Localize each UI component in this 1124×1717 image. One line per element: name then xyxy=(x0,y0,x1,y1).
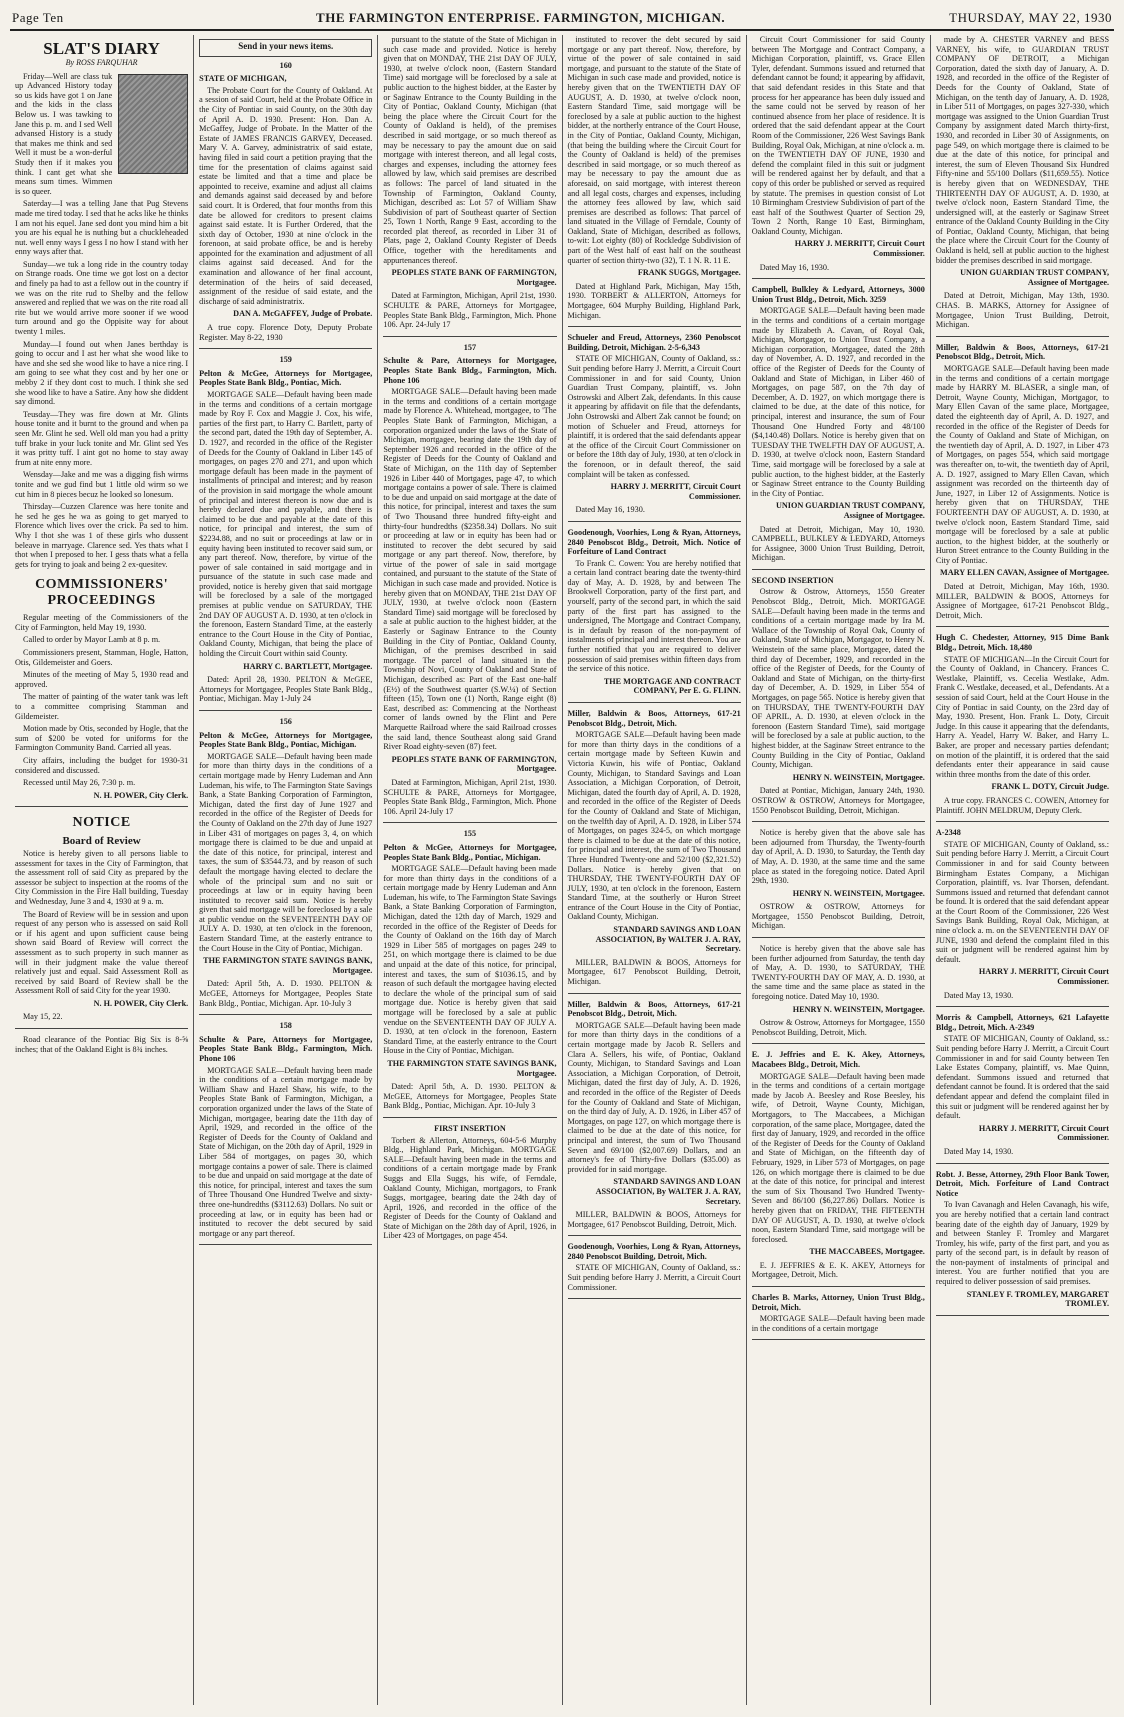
divider xyxy=(199,710,372,711)
legal-notice xyxy=(936,35,1109,337)
notice-footer: Dated at Pontiac, Michigan, January 24th, 1930. OSTROW & OSTROW, Attorneys for Mortgagee, 1550 Penobscot Building, Detroit, Michigan. xyxy=(751,786,925,815)
divider xyxy=(383,822,556,823)
legal-notice xyxy=(199,61,372,350)
notice-signature: HARRY J. MERRITT, Circuit Court Commissioner. xyxy=(794,239,925,259)
notice-footer: Dated: April 28, 1930. PELTON & McGEE, Attorneys for Mortgagee, Peoples State Bank Bldg., Pontiac, Michigan. May 1-July 24 xyxy=(199,675,373,704)
notice-heading: SECOND INSERTION xyxy=(751,575,834,585)
diary-paragraph: Saterday—I was a telling Jane that Pug Stevens made me tired today. I sed that he acks like he thinks I am not his equel. Jane sed dont you mind him a bit you are his equal he is nuthing but a chuckleheaded nut. well enny ways I gess I no how I stand with her enny ways after that. xyxy=(15,199,189,257)
notice-paragraph: The Board of Review will be in session and upon request of any person who is assessed on said Roll or if his agent and upon sufficient cause being shown said Board of Review will correct the assessment as to such property in such manner as will in their judgment make the value thereof relatively just and equal. Said Assessment Roll as received by said Board of Review shall be the Assessment Roll of said City for the year 1930. xyxy=(15,909,189,996)
divider xyxy=(752,1043,925,1044)
notice-text: STATE OF MICHIGAN, County of Oakland, ss.: Suit pending before Harry J. Merritt, a Circuit Court Commissioner in and for said County between Birmingham Estates Company, a Michigan Corporation, plaintiff, vs. Ivar Thorsen, defendant. Summons issued and returned that defendant cannot be found. It is ordered that the said defendant appear at the Court Room of the Commissioner, 226 West Savings Bank Building, Royal Oak, Michigan, at nine o'clock a. m. on the SEVENTEENTH DAY OF JUNE, 1930 and defend the complaint filed in this suit or judgment will be rendered against him by default. xyxy=(935,839,1110,964)
column-5 xyxy=(747,35,931,1705)
notice-signature: HENRY N. WEINSTEIN, Mortgagee. xyxy=(792,1004,925,1014)
notice-heading: A-2348 xyxy=(935,828,961,838)
notice-text: made by A. CHESTER VARNEY and BESS VARNEY, his wife, to GUARDIAN TRUST COMPANY OF DETROIT, a Michigan Corporation, dated the sixth day of January, A. D. 1928, and recorded in the office of the Register of Deeds for the County of Oakland, State of Michigan, on the tenth day of January, A. D. 1928, in Liber 511 of Mortgages, on pages 327-330, which mortgage was assigned to the Union Guardian Trust Company by assignment dated March thirty-first, 1930, and recorded in Liber 30 of Assignments, on page 549, on which mortgage there is claimed to be due at the date of this notice, for principal and interest, the sum of Eleven Thousand Six Hundred Fifty-nine and 55/100 Dollars ($11,659.55). Notice is hereby given that on WEDNESDAY, THE THIRTEENTH DAY OF AUGUST, A. D. 1930, at twelve o'clock noon, Eastern Standard Time, the undersigned will, at the easterly or Saginaw Street entrance of the Oakland County Building in the City of Pontiac, Oakland County, Michigan, that being the place where the Circuit Court for the County of Oakland is held, sell at public auction to the highest bidder the premises described in said mortgage. xyxy=(935,35,1110,265)
legal-notice xyxy=(199,355,372,711)
commissioners-body xyxy=(15,613,188,788)
notice-heading: Pelton & McGee, Attorneys for Mortgagee, Peoples State Bank Bldg., Pontiac, Mich. xyxy=(199,368,373,388)
notice-signature: FRANK L. DOTY, Circuit Judge. xyxy=(991,782,1110,792)
notice-date: May 15, 22. xyxy=(23,1012,63,1022)
notice-text: Notice is hereby given that the above sale has been adjourned from Thursday, the Twenty-fourth day of April, A. D. 1930, to Saturday, the Tenth day of May, A. D. 1930, at the same time and the same place as stated in the foregoing notice. Dated April 29th, 1930. xyxy=(751,828,925,886)
notice-heading: Miller, Baldwin & Boos, Attorneys, 617-21 Penobscot Bldg., Detroit, Mich. xyxy=(567,709,741,728)
legal-notice xyxy=(568,528,741,703)
notice-signature: UNION GUARDIAN TRUST COMPANY, Assignee of Mortgagee. xyxy=(960,268,1110,287)
divider xyxy=(15,1028,188,1029)
notice-text: The Probate Court for the County of Oakland. At a session of said Court, held at the Probate Office in the City of Pontiac in said County, on the 30th day of April A. D. 1930. Present: Hon. Dan A. McGaffey, Judge of Probate. In the Matter of the Estate of JAMES FRANCIS GARVEY, Deceased. Mary V. A. Garvey, administratrix of said estate, having filed in said court a petition praying that the time for the presentation of claims against said estate be limited and that a time and place be appointed to receive, examine and adjust all claims and demands against said deceased by and before said court. It is Ordered, that four months from this date be allowed for creditors to present claims against said estate. It is Further Ordered, that the sixth day of October, 1930 at nine o'clock in the forenoon, at said probate office, be and is hereby appointed for the examination and adjustment of all claims against said deceased. And for the examination and allowance of her final account, determination of the heirs of said deceased, assignment of the residue of said estate, and the discharge of said administratrix. xyxy=(199,85,373,306)
divider xyxy=(383,1117,556,1118)
column-1 xyxy=(10,35,194,1705)
divider xyxy=(936,626,1109,627)
divider xyxy=(199,1014,372,1015)
notice-heading: Miller, Baldwin & Boos, Attorneys, 617-21 Penobscot Bldg., Detroit, Mich. xyxy=(935,342,1110,362)
divider xyxy=(936,1163,1109,1164)
divider xyxy=(936,1315,1109,1316)
columns xyxy=(10,35,1114,1705)
notice-signature: HARRY J. MERRITT, Circuit Court Commissioner. xyxy=(978,967,1110,987)
notice-number: 157 xyxy=(463,342,477,352)
commissioners-paragraph: Recessed until May 26, 7:30 p. m. xyxy=(23,778,136,788)
divider xyxy=(752,1286,925,1287)
notice-heading: Pelton & McGee, Attorneys for Mortgagee, Peoples State Bank Bldg., Pontiac, Michigan. xyxy=(199,730,373,750)
divider xyxy=(936,1006,1109,1007)
notice-text: To Frank C. Cowen: You are hereby notified that a certain land contract bearing date the twenty-third day of May, A. D. 1928, by and between The Brookwell Corporation, party of the first part, and yourself, party of the second part, in which the said party of the first part has assigned to the undersigned, The Mortgage and Contract Company, is in default by reason of the non-payment of instalments of principal and interest thereon. You are further notified that you are required to deliver possession of said premises within fifteen days from the service of this notice. xyxy=(567,558,741,674)
notice-signature: HENRY N. WEINSTEIN, Mortgagee. xyxy=(792,772,925,782)
notice-text: MORTGAGE SALE—Default having been made in the terms and conditions of a certain mortgage made by Roy F. Cox and Maggie J. Cox, his wife, parties of the first part, to Harry C. Bartlett, party of the second part, dated the 19th day of September, A. D. 1927, and recorded in the office of the Register of Deeds for the County of Oakland in Liber 145 of mortgages, on pages 270 and 271, and upon which mortgage default has been made in the payment of installments of principal and interest; and by reason of the provision in said mortgage the whole amount of principal and interest thereon is now due and is hereby declared due and payable, and there is claimed to be due and payable at the date of this notice, for principal and interest, the sum of $2234.88, and no suit or proceedings at law or in equity having been instituted to recover said sum, or any part thereof. Now, therefore, by virtue of the power of sale contained in said mortgage and in pursuance of the statute in such case made and provided, notice is hereby given that said mortgage will be foreclosed by a sale of the mortgaged premises at public vendue on SATURDAY, THE 2nd DAY OF AUGUST A. D. 1930, at ten o'clock in the forenoon, Eastern Standard Time, at the easterly entrance to the Court House in the City of Pontiac, Oakland County, Michigan, that being the place of holding the Circuit Court within said County. xyxy=(199,390,373,659)
notice-heading: Robt. J. Besse, Attorney, 29th Floor Bank Tower, Detroit, Mich. Forfeiture of Land Contract Notice xyxy=(935,1169,1110,1198)
notice-footer: Dated at Detroit, Michigan, May 13th, 1930. CHAS. B. MARKS, Attorney for Assignee of Mortgagee, Union Trust Building, Detroit, Michigan. xyxy=(935,291,1110,330)
divider xyxy=(752,1339,925,1340)
notice-heading: Miller, Baldwin & Boos, Attorneys, 617-21 Penobscot Bldg., Detroit, Mich. xyxy=(567,999,741,1019)
newspaper-title: THE FARMINGTON ENTERPRISE. FARMINGTON, MICHIGAN. xyxy=(316,10,726,25)
commissioners-paragraph: Called to order by Mayor Lamb at 8 p. m. xyxy=(23,635,161,645)
notice-text: pursuant to the statute of the State of Michigan in such case made and provided. Notice is hereby given that on MONDAY, THE 21st DAY OF JULY, 1930, at twelve o'clock noon, (Eastern Standard Time) said mortgage will be foreclosed by a sale at public auction to the highest bidder, at the Easter by or Saginaw Entrance to the County Building in the City of Pontiac, Oakland County, Michigan (that being the place where the Circuit Court for the County of Oakland is held), of the premises described in said mortgage, or so much thereof as may be necessary to pay the amount due on said mortgage with interest thereon, and all legal costs, charges and expenses, including the attorney fees allowed by law, which said premises are described as follows: The parcel of land situated in the Township of Farmington, Oakland County, Michigan, described as: Lot 57 of William Shaw Subdivision of part of Southeast quarter of Section 25, Town 1 North, Range 9 East, according to the recorded plat thereof, as recorded in Liber 31 of Plats, page 2, Oakland County Register of Deeds Office, together with the hereditaments and appurtenances thereof. xyxy=(383,35,557,265)
legal-notice xyxy=(752,285,925,570)
notice-heading: E. J. Jeffries and E. K. Akey, Attorneys, Macabees Bldg., Detroit, Mich. xyxy=(751,1050,925,1069)
legal-notice xyxy=(568,35,741,327)
diary-paragraph: Sunday—we tuk a long ride in the country today on Strange roads. One time we got lost on a dector and finely pa had to ast a fellow out in the country if we was on the rite rud to Shelby and the fellow answered and replied that we was on the rite road all rite but we would arrive more sooner if we wood turn around and go the Oppisite way for about twenty 1 miles. xyxy=(15,259,189,337)
notice-footer: MILLER, BALDWIN & BOOS, Attorneys for Mortgagee, 617 Penobscot Building, Detroit, Mich. xyxy=(567,1210,741,1229)
notice-signature: PEOPLES STATE BANK OF FARMINGTON, Mortgagee. xyxy=(391,754,557,774)
divider xyxy=(752,278,925,279)
legal-notice xyxy=(568,1000,741,1237)
notice-footer: Dated at Detroit, Michigan, May 10, 1930. CAMPBELL, BULKLEY & LEDYARD, Attorneys for Assignee, 3000 Union Trust Building, Detroit, Michigan. xyxy=(751,524,925,563)
notice-footer: Dated at Highland Park, Michigan, May 15th, 1930. TORBERT & ALLERTON, Attorneys for Mortgagee, 604 Murphy Building, Highland Park, Michigan. xyxy=(567,281,741,320)
notice-footer: Dated: April 5th, A. D. 1930. PELTON & McGEE, Attorneys for Mortgagee, Peoples State Bank Bldg., Pontiac, Michigan. Apr. 10-July 3 xyxy=(199,979,373,1008)
notice-text: MORTGAGE SALE—Default having been made in the terms and conditions of a certain mortgage made by Florence A. Whitehead, mortgagee, to 'The Peoples State Bank of Farmington, Michigan, a corporation organized under the laws of the State of Michigan, mortgagee, bearing date the 19th day of September 1926 and recorded in the office of the Register of Deeds for the County of Oakland and State of Michigan, on the 11th day of September 1926 in Liber 440 of Mortgages, page 47, to which mortgage contains a power of sale. There is claimed to be due and unpaid on said mortgage at the date of this notice, for principal, interest and taxes the sum of Two Thousand three hundred fifty-eight and thirty-four hundredths ($2358.34) Dollars. No suit or proceeding at law or in equity has been had or instituted to recover the debt secured by said mortgage or any part thereof. Now, therefore, by virtue of the power of sale in said mortgage contained, and pursuant to the statute of the State of Michigan in such case made and provided. Notice is hereby given that on MONDAY, THE 21st DAY OF JULY, 1930, at twelve o'clock noon (Eastern Standard Time) said mortgage will be foreclosed by a sale at public auction to the highest bidder, at the Easterly or Saginaw Entrance to the County Building in the City of Pontiac, Oakland County, Michigan, of the premises described in said mortgage. The parcel of land situated in the Township of Novi, County of Oakland and State of Michigan, described as: Part of the East one-half (E½) of the Southwest quarter (S.W.¼) of Section fifteen (15), Town one (1) North, Range eight (8) East, described as: Commencing at the Northeast corner of lands owned by the Flint and Pere Marquette Railroad where the said Railroad crosses the said land, thence Southeast along said Grand River Road eighty-seven (87) feet. xyxy=(383,387,557,752)
legal-notice xyxy=(752,1293,925,1340)
notice-text: STATE OF MICHIGAN, County of Oakland, ss.: Suit pending before Harry J. Merritt, a Circuit Court Commissioner in and for said County, Union Guardian Trust Company, plaintiff, vs. John Ostrowski and Albert Zak, defendants. In this cause it appearing by affidavit on file that the defendants, John Ostrowski and Albert Zak cannot be found; on motion of Schueler and Freud, attorneys for plaintiff, it is ordered that the said defendants appear at the office of the Circuit Court Commissioner on or before the 18th day of July, 1930, at ten o'clock in the forenoon, or in default thereof, the said complaint will be taken as confessed. xyxy=(567,354,741,479)
notice-signature: FRANK SUGGS, Mortgagee. xyxy=(637,268,741,278)
notice-text: MORTGAGE SALE—Default having been made in the terms and conditions of a certain mortgage made by HARRY M. BLASER, a single man, of Detroit, Wayne County, Michigan, Mortgagor, to Mary Ellen Cavan of the same place, Mortgagee, dated the eighteenth day of April, A. D. 1927, and recorded in the office of the Register of Deeds for the County of Oakland and State of Michigan, on the twentieth day of April, A. D. 1927, in Liber 473 of Mortgages, on pages 554, which said mortgage was thereafter on, to-wit, the twentieth day of April, A. D. 1927, assigned to Mary Ellen Cavan, which assignment was recorded on the thirteenth day of June, 1927, in Liber 12 of Assignments. Notice is hereby given that on THURSDAY, THE FOURTEENTH DAY OF AUGUST, A. D. 1930, at twelve o'clock noon, Eastern Standard Time, said mortgage will be foreclosed by a sale at public auction, to the highest bidder, at the southerly or Huron Street entrance to the County Building in the City of Pontiac. xyxy=(935,364,1110,565)
notice-number: 156 xyxy=(279,717,292,726)
diary-paragraph: Friday—Well are class tuk up Advanced History today so us kids have got 1 on Jane and the kids in the class Below us. I was tawking to Jane this p. m. and I sed Well advansed History is a study that makes me think and sed Well it must be a won-derful Study then if it makes you think. I cant get what she means sum times. Wimmen is so queer. xyxy=(15,72,188,197)
notice-signature: THE FARMINGTON STATE SAVINGS BANK, Mortgagee. xyxy=(203,956,373,975)
legal-notice xyxy=(199,717,372,1015)
first-insertion-heading: FIRST INSERTION xyxy=(434,1123,506,1133)
legal-notice xyxy=(936,1170,1109,1316)
notice-text: MORTGAGE SALE—Default having been made in the conditions of a certain mortgage made by William Shaw and Hazel Shaw, his wife, to the Peoples State Bank of Farmington, Michigan, a corporation organized under the laws of the State of Michigan, mortgagee, bearing date the 11th day of April, 1929, and recorded in the office of the Register of Deeds for the County of Oakland and State of Michigan, on the 20th day of April, 1929 in Liber 584 of mortgages, on pages 30, which mortgage contains a power of sale. There is claimed to be due and unpaid on said mortgage at the date of this notice, for principal, interest and taxes the sum of Three Thousand One Hundred Twelve and sixty-three one-hundredths ($3112.63) Dollars. No suit or proceeding at law, or in equity has been had or instituted to recover the debt secured by said mortgage or any part thereof. xyxy=(199,1065,373,1238)
legal-notice xyxy=(752,1050,925,1287)
notice-text: STATE OF MICHIGAN, County of Oakland, ss.: Suit pending before Harry J. Merritt, a Circuit Court Commissioner. xyxy=(567,1263,741,1292)
notice-text: STATE OF MICHIGAN—In the Circuit Court for the County of Oakland, in Chancery. Frances C. Westlake, Plaintiff, vs. Cecelia Westlake, Adm. Frank C. Westlake, deceased, et al., Defendants. At a session of said Court, held at the Court House in the City of Pontiac in said County, on the 23rd day of May, 1930. Present, Hon. Frank L. Doty, Circuit Judge. In this cause it appearing that the defendants, Harry A. Yeadel, Harry W. Baker, and Harry L. Baker, are proper and necessary parties defendant; on motion of the plaintiff, it is ordered that the said defendants enter their appearance in said cause within three months from the date of this order. xyxy=(935,654,1110,779)
notice-heading: STATE OF MICHIGAN, xyxy=(199,74,287,84)
notice-footer: Dated May 14, 1930. xyxy=(943,1146,1014,1156)
notice-signature: STANLEY F. TROMLEY, MARGARET TROMLEY. xyxy=(966,1289,1110,1309)
divider xyxy=(936,336,1109,337)
notice-heading: Morris & Campbell, Attorneys, 621 Lafayette Bldg., Detroit, Mich. A-2349 xyxy=(935,1013,1110,1032)
divider xyxy=(15,806,188,807)
legal-notice xyxy=(568,709,741,994)
notice-footer: Dated at Farmington, Michigan, April 21st, 1930. SCHULTE & PARE, Attorneys for Mortgagee, Peoples State Bank Bldg., Farmington, Mich. Phone 106. Apr. 24-July 17 xyxy=(383,291,557,330)
commissioners-paragraph: Motion made by Otis, seconded by Hogle, that the sum of $200 be voted for uniforms for the Farmington Community Band. Carried all yeas. xyxy=(15,724,189,753)
divider xyxy=(936,821,1109,822)
notice-signature: HARRY J. MERRITT, Circuit Court Commissioner. xyxy=(610,482,741,501)
legal-notices xyxy=(199,61,372,1246)
divider xyxy=(568,702,741,703)
notice-signature: HARRY J. MERRITT, Circuit Court Commissioner. xyxy=(978,1123,1110,1143)
notice-text: MORTGAGE SALE—Default having been made in the terms and conditions of a certain mortgage made by Jacob A. Beesley and Rose Beesley, his wife, of Detroit, Wayne County, Michigan, Mortgagors, to The Maccabees, a Michigan corporation, of the same place, Mortgagee, dated the first day of January, 1929, and recorded in the office of the Register of Deeds for the County of Oakland and State of Michigan, on the fifteenth day of February, 1929, in Liber 573 of Mortgages, on page 126, on which mortgage there is claimed to be due at the date of this notice, for principal and interest the sum of Six Thousand Two Hundred Twenty-Seven and 86/100 ($6,227.86) Dollars. Notice is hereby given that on FRIDAY, THE FIFTEENTH DAY OF AUGUST, A. D. 1930, at twelve o'clock noon, Eastern Standard Time, said mortgage will be foreclosed. xyxy=(751,1071,925,1244)
notice-heading: Hugh C. Chedester, Attorney, 915 Dime Bank Bldg., Detroit, Mich. 18,480 xyxy=(935,633,1110,653)
divider xyxy=(752,569,925,570)
divider xyxy=(568,993,741,994)
notice-signature: STANDARD SAVINGS AND LOAN ASSOCIATION, By WALTER J. A. RAY, Secretary. xyxy=(595,925,741,954)
notice-body xyxy=(15,849,188,996)
commissioners-paragraph: Minutes of the meeting of May 5, 1930 read and approved. xyxy=(15,670,189,689)
divider xyxy=(752,821,925,822)
notice-heading: Schulte & Pare, Attorneys for Mortgagee, Peoples State Bank Bldg., Farmington, Mich. Phone 106 xyxy=(383,356,557,385)
notice-footer: Dated May 16, 1930. xyxy=(575,505,645,515)
legal-notices xyxy=(383,35,556,1118)
news-items-text: Send in your news items. xyxy=(238,41,334,51)
legal-notices xyxy=(752,35,925,1340)
notice-paragraph: Notice is hereby given to all persons liable to assessment for taxes in the City of Farmington, that the assessment roll of said City as prepared by the assessor be subject to inspection at the rooms of the City Commission in the Fire Hall building, Tuesday and Wednesday, June 3 and 4, 1930 at 9 a. m. xyxy=(15,848,189,906)
divider xyxy=(568,521,741,522)
commissioners-paragraph: Commissioners present, Stamman, Hogle, Hatton, Otis, Gildemeister and Goers. xyxy=(15,648,189,667)
notice-number: 160 xyxy=(279,60,292,70)
notice-footer: Dated at Farmington, Michigan, April 21st, 1930. SCHULTE & PARE, Attorneys for Mortgagee, Peoples State Bank Bldg., Farmington, Mich. Phone 106. April 24-July 17 xyxy=(383,777,557,816)
notice-text: MORTGAGE SALE—Default having been made for more than thirty days in the conditions of a certain mortgage made by Henry Ludeman and Ann Ludeman, his wife, to The Farmington State Savings Bank, a State Banking Corporation of Farmington, Michigan, dated the 12th day of March, 1929 and recorded in the office of the Register of Deeds for the County of Oakland on the 16th day of March 1929 in Liber 585 of mortgages on pages 249 to 251, on which mortgage there is claimed to be due and unpaid at the date of this notice, for principal, interest and taxes, the sum of $1036.15, and by reason of such default the mortgagee having elected to declare the whole of the principal sum of said mortgage due. Notice is hereby given that said mortgage will be foreclosed by a sale at public vendue on the SEVENTEENTH DAY OF JULY A. D. 1930, at ten o'clock in the forenoon, Eastern Standard Time, at the easterly entrance to the Court House in the City of Pontiac, Michigan. xyxy=(383,864,557,1056)
notice-footer: A true copy. Florence Doty, Deputy Probate Register. May 8-22, 1930 xyxy=(199,323,373,342)
notice-number: 158 xyxy=(279,1021,292,1031)
legal-notice xyxy=(936,343,1109,628)
notice-text: Ostrow & Ostrow, Attorneys, 1550 Greater Penobscot Bldg., Detroit, Mich. MORTGAGE SALE—Default having been made in the terms and conditions of a certain mortgage made by Ira M. Wallace of the Township of Royal Oak, County of Oakland, State of Michigan, Mortgagor, to Henry N. Weinstein of the same place, Mortgagee, dated the third day of December, 1929, and recorded in the office of the Register of Deeds, for the County of Oakland and State of Michigan, on the thirty-first day of December, A. D. 1929, in Liber 554 of Mortgages, on page 565. Notice is hereby given that on THURSDAY, THE TWENTY-FOURTH DAY OF APRIL, A. D. 1930, at eleven o'clock in the forenoon (Eastern Standard Time), said mortgage will be foreclosed by a sale at public auction, to the highest bidder, at the Saginaw Street entrance to the County Building in the City of Pontiac, Oakland County, Michigan. xyxy=(751,587,925,770)
notice-text: To Ivan Cavanagh and Helen Cavanagh, his wife, you are hereby notified that a certain land contract bearing date of the eighth day of January, 1929 by and between Stanley F. Tromley and Margaret Tromley, his wife, party of the first part, and you as party of the second part, is in default by reason of the non-payment of instalments of principal and interest. You are further notified that you are required to deliver possession of said premises. xyxy=(935,1200,1110,1287)
divider xyxy=(568,1235,741,1236)
column-4 xyxy=(563,35,747,1705)
notice-signature: MARY ELLEN CAVAN, Assignee of Mortgagee. xyxy=(940,568,1110,578)
notice-footer: Ostrow & Ostrow, Attorneys for Mortgagee, 1550 Penobscot Building, Detroit, Mich. xyxy=(751,1018,925,1037)
notice-text: MORTGAGE SALE—Default having been made in the terms and conditions of a certain mortgage made by Elizabeth A. Cavan, of Royal Oak, Michigan, Mortgagor, to Union Trust Company, a Michigan corporation, Mortgagee, dated the 28th day of November, A. D. 1927, and recorded in the office of the Register of Deeds for the County of Oakland and State of Michigan, in Liber 460 of Mortgages, on page 587, on the 7th day of December, A. D. 1927, on which mortgage there is claimed to be due, at the date of this notice, for principal, interest and insurance, the sum of Four Thousand One Hundred Forty and 48/100 ($4,140.48) Dollars. Notice is hereby given that on TUESDAY THE TWELFTH DAY OF AUGUST, A. D. 1930, at twelve o'clock noon, Eastern Standard Time, said mortgage will be foreclosed by a sale at public auction, to the highest bidder, at the Easterly or Saginaw Street entrance to the County Building in the City of Pontiac. xyxy=(751,306,925,498)
diary-paragraph: Wensday—Jake and me was a digging fish wirms tonite and we gud find but 1 little old wirm so we cut him in 8 pieces becuz he looked so lonesum. xyxy=(15,470,189,499)
notice-footer: A true copy. FRANCES C. COWEN, Attorney for Plaintiff. JOHN MELDRUM, Deputy Clerk. xyxy=(935,795,1110,815)
legal-notice xyxy=(568,1242,741,1299)
notice-signature: PEOPLES STATE BANK OF FARMINGTON, Mortgagee. xyxy=(391,268,557,287)
masthead xyxy=(10,6,1114,31)
legal-notice xyxy=(936,828,1109,1007)
legal-notice xyxy=(752,35,925,279)
notice-heading: Pelton & McGee, Attorneys for Mortgagee, Peoples State Bank Bldg., Pontiac, Michigan. xyxy=(383,842,557,862)
notice-signature: HARRY C. BARTLETT, Mortgagee. xyxy=(243,661,373,671)
notice-footer: Dated May 13, 1930. xyxy=(943,990,1014,1000)
author-portrait-image xyxy=(118,74,188,174)
divider xyxy=(752,937,925,938)
legal-notice xyxy=(383,35,556,337)
notice-heading: Goodenough, Voorhies, Long & Ryan, Attorneys, 2840 Penobscot Bldg., Detroit, Mich. Notice of Forfeiture of Land Contract xyxy=(567,527,741,557)
notice-signature: THE MORTGAGE AND CONTRACT COMPANY, Per E. G. FLINN. xyxy=(603,676,741,696)
notice-number: 159 xyxy=(279,355,292,365)
notice-footer: OSTROW & OSTROW, Attorneys for Mortgagee, 1550 Penobscot Building, Detroit, Michigan. xyxy=(751,902,925,931)
notice-text: instituted to recover the debt secured by said mortgage or any part thereof. Now, therefore, by virtue of the power of sale contained in said mortgage, and pursuant to the statute of the State of Michigan in such case made and provided, notice is hereby given that on the TWENTIETH DAY OF AUGUST, A. D. 1930, at twelve o'clock noon, Eastern Standard Time, said mortgage will be foreclosed by a sale at public auction to the highest bidder, at the northerly entrance of the Court House, in the City of Pontiac, Oakland County, Michigan, (that being the building where the Circuit Court for the County of Oakland is held) of the premises described in said mortgage, or so much thereof as may be necessary to pay the amount due as aforesaid, on said mortgage, with interest thereon and all legal costs, charges and expenses, including the attorney fees allowed by law, which said premises are described as follows: That parcel of land situated in the Village of Ferndale, County of Oakland, State of Michigan, described as follows, to-wit: Lot eighty (80) of Rockledge Subdivision of part of the West half of east half on the southeast quarter of section thirty-two (32), T. 1 N. R. 11 E. xyxy=(567,35,741,265)
divider xyxy=(568,1298,741,1299)
notice-text: Circuit Court Commissioner for said County between The Mortgage and Contract Company, a Michigan Corporation, plaintiff, vs. Grace Ellen Tyler, defendant. Summons issued and returned that defendant cannot be found; it appearing by affidavit, that said defendant resides in this State and that process for her appearance has been duly issued and the same could not be served by reason of her continued absence from her place of residence. It is ordered that the said defendant appear at the Court Room of the Commissioner, 226 West Savings Bank Building, Royal Oak, Michigan, at nine o'clock a. m. on the TWENTIETH DAY OF JUNE, 1930 and defend the complaint filed in this suit or judgment will be rendered against her by default, and that a copy of this order be published or served as required by statute. The premises in question consist of Lot 10 Birmingham Crestview Subdivision of part of the east half of the Southwest Quarter of Section 29, Town 2 North, Range 10 East, Birmingham, Oakland County, Michigan. xyxy=(751,35,925,236)
page-number: Page Ten xyxy=(12,10,64,25)
notice-number: 155 xyxy=(463,829,477,839)
news-items-box xyxy=(199,39,372,57)
commissioners-paragraph: The matter of painting of the water tank was left to a committee comprising Stamman and Gildemeister. xyxy=(15,692,189,721)
legal-notices xyxy=(936,35,1109,1316)
first-insertion-text: Torbert & Allerton, Attorneys, 604-5-6 Murphy Bldg., Highland Park, Michigan. MORTGAGE SALE—Default having been made in the terms and conditions of a certain mortgage made by Frank Suggs and Ella Suggs, his wife, of Ferndale, Oakland County, Michigan, mortgagors, to Frank Suggs, mortgagee, bearing date the 24th day of April, 1926, and recorded in the office of the Register of Deeds for the County of Oakland and State of Michigan on the 28th day of April, 1926, in Liber 423 of Mortgages, on page 454. xyxy=(383,1135,557,1241)
commissioners-paragraph: Regular meeting of the Commissioners of the City of Farmington, held May 19, 1930. xyxy=(15,613,189,632)
notice-heading: Schueler and Freud, Attorneys, 2360 Penobscot Building, Detroit, Michigan. 2-5-6,343 xyxy=(567,333,741,352)
notice-signature: N. H. POWER, City Clerk. xyxy=(93,998,189,1008)
notice-text: MORTGAGE SALE—Default having been made for more than thirty days in the conditions of a certain mortgage made by Henry Ludeman and Ann Ludeman, his wife, to The Farmington State Savings Bank, a State Banking Corporation of Farmington, Michigan, dated the first day of June 1927 and recorded in the office of the Register of Deeds for the County of Oakland on the 27th day of June 1927 in Liber 431 of mortgages on pages 3, 4, on which mortgage there is claimed to be due and unpaid at the date of this notice, for principal, interest and taxes, the sum of $3544.73, and by reason of such default the mortgage having elected to declare the whole of the principal sum and no suit or proceedings at law or in equity having been instituted to recover said sum. Notice is hereby given that said mortgage will be foreclosed by a sale at public vendue on the SEVENTEENTH DAY OF JULY A. D. 1930, at ten o'clock in the forenoon, Eastern Standard Time, at the easterly entrance to the Court House in the City of Pontiac, Michigan. xyxy=(199,751,373,953)
notice-text: Notice is hereby given that the above sale has been further adjourned from Saturday, the tenth day of May, A. D. 1930, to SATURDAY, THE TWENTY-FOURTH DAY OF MAY, A. D. 1930, at the same time and the same place as stated in the foregoing notice. Dated May 10, 1930. xyxy=(751,944,925,1002)
diary-paragraph: Teusday—They was fire down at Mr. Glints house tonite and it burnt to the ground and when pa seen Mr. Glint he sed. Well old man you had a pritty tuff brake in your luck tonite and Mr. Glint sed Yes it was pritty tuff. I aint got no home to stay away frum at nite enny more. xyxy=(15,409,189,467)
commissioners-paragraph: City affairs, including the budget for 1930-31 considered and discussed. xyxy=(15,756,189,775)
notice-text: MORTGAGE SALE—Default having been made in the conditions of a certain mortgage xyxy=(751,1314,925,1333)
legal-notices xyxy=(568,35,741,1299)
column-3 xyxy=(378,35,562,1705)
legal-notice xyxy=(752,944,925,1044)
notice-signature: UNION GUARDIAN TRUST COMPANY, Assignee of Mortgagee. xyxy=(775,501,925,520)
diary-body xyxy=(15,72,188,570)
notice-footer: Dated at Detroit, Michigan, May 16th, 1930. MILLER, BALDWIN & BOOS, Attorneys for Assignee of Mortgagee, 617-21 Penobscot Bldg., Detroit, Mich. xyxy=(935,582,1110,620)
legal-notice xyxy=(752,828,925,938)
notice-text: MORTGAGE SALE—Default having been made for more than thirty days in the conditions of a certain mortgage made by Sefteen Kuwin and Victoria Kuwin, his wife of Pontiac, Oakland County, Michigan, to Standard Savings and Loan Association, a Michigan Corporation, of Detroit, Michigan, dated the fourth day of April, A. D. 1928, and recorded in the office of the Register of Deeds for the County of Oakland and State of Michigan, on the twelfth day of April, A. D. 1928, in Liber 574 of Mortgages, on pages 324-5, on which mortgage there is claimed to be due at the date of this notice, for principal and interest, the sum of Two Thousand Three Hundred Twenty-one and 52/100 ($2,321.52) Dollars. Notice is hereby given that on THURSDAY, THE TWENTY-FOURTH DAY OF JULY, 1930, at ten o'clock in the forenoon, Eastern Standard Time, at the southerly or Huron Street entrance of the Court House in the City of Pontiac, Oakland County, Michigan. xyxy=(567,730,741,922)
notice-footer: MILLER, BALDWIN & BOOS, Attorneys for Mortgagee, 617 Penobscot Building, Detroit, Michigan. xyxy=(567,957,741,987)
legal-notice xyxy=(383,829,556,1118)
notice-text: STATE OF MICHIGAN, County of Oakland, ss.: Suit pending before Harry J. Merritt, a Circuit Court Commissioner in and for said County between Ten Lake Estates Company, plaintiff, vs. Mae Quinn, defendant. Summons issued and returned that defendant cannot be found. It is ordered that the said defendant appear and defend the complaint filed in this suit or judgment will be rendered against her by default. xyxy=(935,1034,1110,1121)
divider xyxy=(199,348,372,349)
notice-footer: E. J. JEFFRIES & E. K. AKEY, Attorneys for Mortgagee, Detroit, Mich. xyxy=(751,1260,925,1280)
notice-signature: THE MACCABEES, Mortgagee. xyxy=(809,1247,925,1257)
legal-notice xyxy=(936,1013,1109,1163)
notice-heading: Charles B. Marks, Attorney, Union Trust Bldg., Detroit, Mich. xyxy=(751,1293,925,1312)
diary-byline: By ROSS FARQUHAR xyxy=(65,58,138,67)
notice-signature: DAN A. McGAFFEY, Judge of Probate. xyxy=(233,309,373,319)
commissioners-signature: N. H. POWER, City Clerk. xyxy=(93,790,189,800)
notice-heading: Goodenough, Voorhies, Long & Ryan, Attorneys, 2840 Penobscot Building, Detroit, Mich. xyxy=(567,1242,741,1261)
notice-signature: HENRY N. WEINSTEIN, Mortgagee. xyxy=(792,888,925,898)
legal-notice xyxy=(936,633,1109,822)
notice-text: MORTGAGE SALE—Default having been made for more than thirty days in the conditions of a certain mortgage made by Jacob R. Sellers and Clara A. Sellers, his wife, of Pontiac, Oakland County, Michigan, to Standard Savings and Loan Association, a Michigan Corporation, of Detroit, Michigan, dated the first day of July, A. D. 1926, and recorded in the office of the Register of Deeds for the County of Oakland and State of Michigan, on the third day of July, A. D. 1926, in Liber 457 of Mortgages, on page 127, on which mortgage there is claimed to be due at the date of this notice, for principal and interest, the sum of Two Thousand Seven and 69/100 ($2,007.69) Dollars, and an attorney's fee of Thirty-five Dollars ($35.00) as provided for in said mortgage. xyxy=(567,1020,741,1174)
issue-date: THURSDAY, MAY 22, 1930 xyxy=(949,10,1112,25)
notice-footer: Dated May 16, 1930. xyxy=(759,262,830,272)
notice-subtitle: Board of Review xyxy=(62,835,141,848)
notice-title: NOTICE xyxy=(72,815,131,831)
notice-footer: Dated: April 5th, A. D. 1930. PELTON & McGEE, Attorneys for Mortgagee, Peoples State Bank Bldg., Pontiac, Michigan. Apr. 10-July 3 xyxy=(383,1082,557,1111)
diary-paragraph: Munday—I found out when Janes berthday is going to occur and I ast her what she wood like to have and she sed she wood like to have a nice ring. I am going to see what they cost and by her one or mebby 2 if they dont cost to much. I think she sed she wood like to have a Satire. Any how she diddent say dimond. xyxy=(15,339,189,407)
legal-notice xyxy=(752,576,925,822)
legal-notice xyxy=(199,1021,372,1245)
divider xyxy=(199,1244,372,1245)
divider xyxy=(568,326,741,327)
column-2 xyxy=(194,35,378,1705)
notice-signature: THE FARMINGTON STATE SAVINGS BANK, Mortgagee. xyxy=(387,1058,557,1078)
legal-notice xyxy=(568,333,741,522)
diary-paragraph: Thirsday—Cuzzen Clarence was here tonite and he sed he ges he wa as going to get maryed to Florence which lives over the crick. Pa sed to him. Why I thot she was 1 of these girls who dussent beleave in marryage. Clarence sed. Yes thats what I thot when I preposed to her. I gess thats what a fella gets for trying to joak and being 2 ex-quesitev. xyxy=(15,502,189,569)
diary-title: SLAT'S DIARY xyxy=(43,39,160,58)
notice-signature: STANDARD SAVINGS AND LOAN ASSOCIATION, By WALTER J. A. RAY, Secretary. xyxy=(595,1177,741,1206)
notice-heading: Campbell, Bulkley & Ledyard, Attorneys, 3000 Union Trust Bldg., Detroit, Mich. 3259 xyxy=(751,285,925,304)
column-6 xyxy=(931,35,1114,1705)
divider xyxy=(383,336,556,337)
legal-notice xyxy=(383,343,556,824)
road-clearance-note: Road clearance of the Pontiac Big Six is 8-⅝ inches; that of the Oakland Eight is 8¾ inches. xyxy=(15,1035,189,1054)
notice-heading: Schulte & Pare, Attorneys for Mortgagee, Peoples State Bank Bldg., Farmington, Mich. Phone 106 xyxy=(199,1034,373,1063)
commissioners-title: COMMISSIONERS' PROCEEDINGS xyxy=(35,577,169,609)
